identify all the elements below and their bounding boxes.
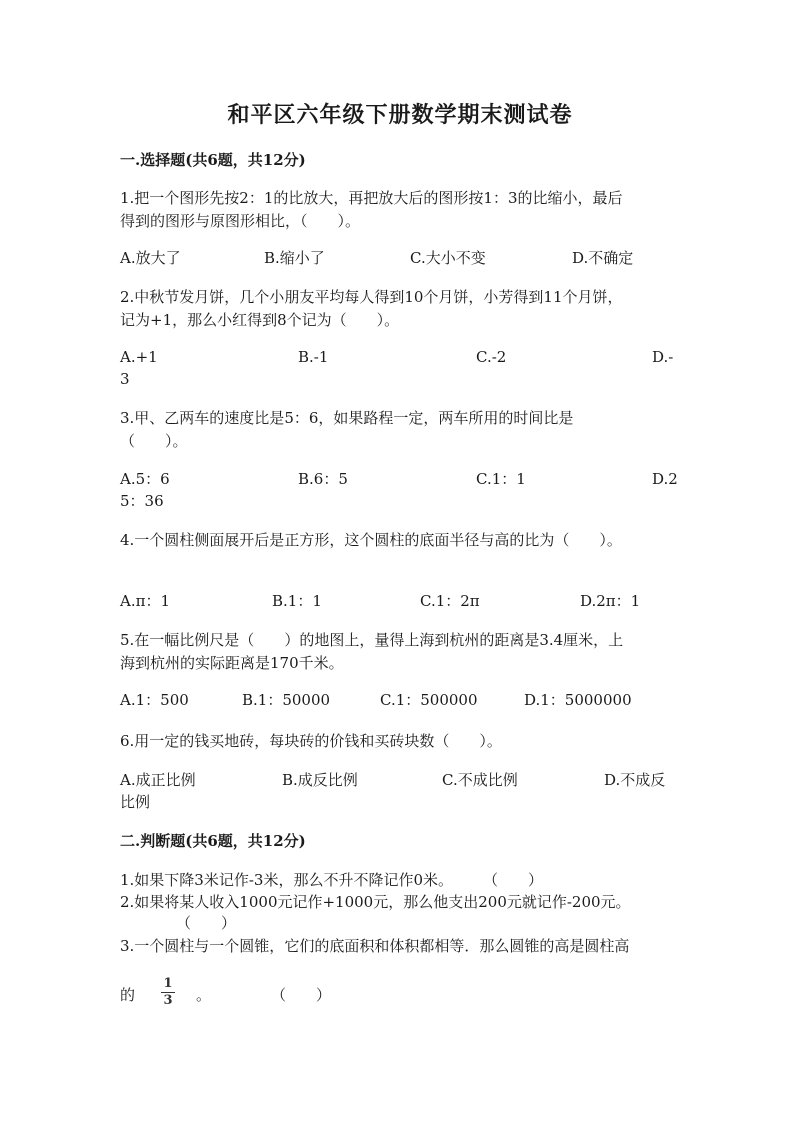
question-3-option-d: D.2	[652, 470, 678, 488]
question-6-option-d-wrap: 比例	[120, 793, 151, 811]
question-2-option-c: C.-2	[476, 348, 507, 366]
fraction-denominator: 3	[163, 993, 173, 1008]
judgment-2-line-1: 2.如果将某人收入1000元记作+1000元，那么他支出200元就记作-200元。	[120, 893, 631, 911]
page-title: 和平区六年级下册数学期末测试卷	[227, 102, 573, 128]
question-5-line-1: 5.在一幅比例尺是（ ）的地图上，量得上海到杭州的距离是3.4厘米，上	[120, 631, 624, 649]
question-1-option-c: C.大小不变	[410, 249, 486, 267]
judgment-3-suffix: 。 （ ）	[196, 986, 332, 1004]
fraction-numerator: 1	[163, 976, 173, 991]
question-1-option-a: A.放大了	[120, 249, 181, 267]
question-6-option-d: D.不成反	[604, 771, 666, 789]
question-5-option-c: C.1：500000	[380, 691, 478, 709]
question-1-option-d: D.不确定	[572, 249, 634, 267]
question-3-option-c: C.1：1	[476, 470, 526, 488]
question-2-option-d: D.-	[652, 348, 674, 366]
question-2-line-2: 记为+1，那么小红得到8个记为（ ）。	[120, 311, 400, 329]
fraction-one-third	[161, 977, 175, 1008]
question-5-option-b: B.1：50000	[242, 691, 331, 709]
judgment-3-prefix: 的	[120, 986, 136, 1004]
question-4-option-d: D.2π：1	[580, 592, 641, 610]
section-heading-choice: 一.选择题(共6题，共12分)	[120, 151, 306, 169]
question-3-option-d-wrap: 5：36	[120, 492, 164, 510]
question-2-option-a: A.+1	[120, 348, 158, 366]
question-3-line-2: （ ）。	[120, 432, 188, 450]
question-3-line-1: 3.甲、乙两车的速度比是5：6，如果路程一定，两车所用的时间比是	[120, 409, 574, 427]
question-1-line-2: 得到的图形与原图形相比，（ ）。	[120, 212, 361, 230]
question-6-option-a: A.成正比例	[120, 771, 196, 789]
question-4-option-b: B.1：1	[272, 592, 322, 610]
judgment-1: 1.如果下降3米记作-3米，那么不升不降记作0米。 （ ）	[120, 871, 544, 889]
question-3-option-b: B.6：5	[298, 470, 348, 488]
question-6-option-c: C.不成比例	[442, 771, 518, 789]
question-2-option-d-wrap: 3	[120, 370, 130, 388]
question-4-line-1: 4.一个圆柱侧面展开后是正方形，这个圆柱的底面半径与高的比为（ ）。	[120, 531, 622, 549]
question-2-option-b: B.-1	[298, 348, 329, 366]
question-2-line-1: 2.中秋节发月饼，几个小朋友平均每人得到10个月饼，小芳得到11个月饼，	[120, 288, 623, 306]
question-3-option-a: A.5：6	[120, 470, 170, 488]
question-1-line-1: 1.把一个图形先按2：1的比放大，再把放大后的图形按1：3的比缩小，最后	[120, 189, 623, 207]
question-5-option-d: D.1：5000000	[524, 691, 632, 709]
question-4-option-a: A.π：1	[120, 592, 171, 610]
question-1-option-b: B.缩小了	[264, 249, 325, 267]
question-6-line-1: 6.用一定的钱买地砖，每块砖的价钱和买砖块数（ ）。	[120, 732, 502, 750]
question-4-option-c: C.1：2π	[420, 592, 480, 610]
question-5-option-a: A.1：500	[120, 691, 189, 709]
judgment-2-line-2: （ ）	[176, 914, 237, 932]
section-heading-judgment: 二.判断题(共6题，共12分)	[120, 832, 306, 850]
question-6-option-b: B.成反比例	[282, 771, 358, 789]
judgment-3-line-1: 3.一个圆柱与一个圆锥，它们的底面积和体积都相等．那么圆锥的高是圆柱高	[120, 937, 630, 955]
question-5-line-2: 海到杭州的实际距离是170千米。	[120, 654, 344, 672]
